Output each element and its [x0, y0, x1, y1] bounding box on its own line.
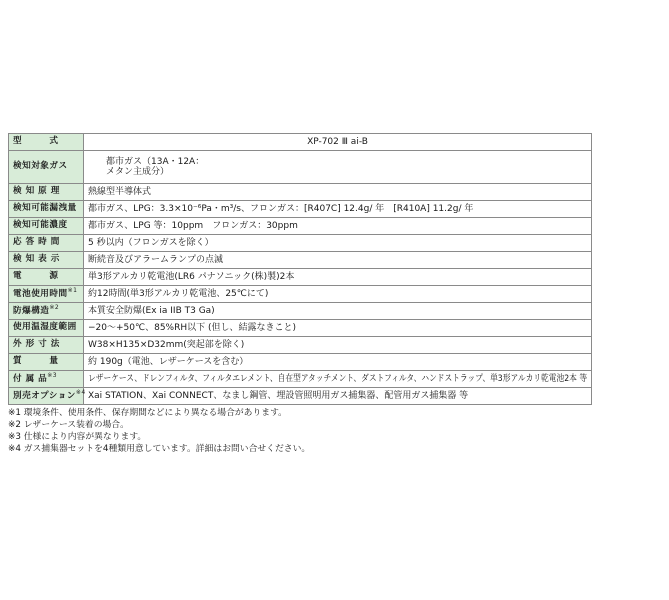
spec-label: 付 属 品$^{※3}$ — [9, 371, 84, 388]
spec-label: 検 知 表 示 — [9, 252, 84, 269]
footnote-ref: ※2 — [49, 304, 60, 312]
target-gas-text: 都市ガス（13A・12A： メタン主成分） — [106, 156, 205, 177]
spec-row-leak-rate — [9, 201, 592, 218]
spec-label: 検知可能漏洩量 — [9, 201, 84, 218]
spec-row-model — [9, 134, 592, 151]
spec-label: 防爆構造$^{※2}$ — [9, 303, 84, 320]
spec-row-power — [9, 269, 592, 286]
spec-row-concentration — [9, 218, 592, 235]
spec-value: 単3形アルカリ乾電池(LR6 パナソニック(株)製)2本 — [84, 269, 592, 286]
spec-value — [84, 371, 592, 388]
spec-label: 型 式 — [9, 134, 84, 151]
footnote-ref: ※4 — [75, 389, 86, 397]
spec-label: 応 答 時 間 — [9, 235, 84, 252]
footnote-ref: ※1 — [67, 287, 78, 295]
spec-row-dimensions — [9, 337, 592, 354]
spec-label: 使用温湿度範囲 — [9, 320, 84, 337]
footnote: ※4 ガス捕集器セットを4種類用意しています。詳細はお問い合せください。 — [8, 444, 311, 454]
spec-value: 都市ガス、LPG：3.3×10⁻⁶Pa・m³/s、フロンガス：[R407C] 12.4g/ 年 [R410A] 11.2g/ 年 — [84, 201, 592, 218]
footnote: ※1 環境条件、使用条件、保存期間などにより異なる場合があります。 — [8, 408, 287, 418]
footnote: ※2 レザーケース装着の場合。 — [8, 420, 129, 430]
spec-row-temp-humidity — [9, 320, 592, 337]
spec-sheet — [8, 133, 592, 455]
spec-value: 約 190g（電池、レザーケースを含む） — [84, 354, 592, 371]
spec-value: 約12時間(単3形アルカリ乾電池、25℃にて) — [84, 286, 592, 303]
spec-value: 都市ガス、LPG 等：10ppm フロンガス：30ppm — [84, 218, 592, 235]
spec-row-target-gas — [9, 151, 592, 184]
spec-value: 本質安全防爆(Ex ia IIB T3 Ga) — [84, 303, 592, 320]
spec-row-weight — [9, 354, 592, 371]
spec-value: 熱線型半導体式 — [84, 184, 592, 201]
spec-label: 検知対象ガス — [9, 151, 84, 184]
spec-value — [84, 151, 592, 184]
spec-row-explosion-proof — [9, 303, 592, 320]
spec-table — [8, 133, 592, 405]
spec-row-principle — [9, 184, 592, 201]
footnotes — [8, 407, 592, 455]
footnote: ※3 仕様により内容が異なります。 — [8, 432, 147, 442]
spec-row-indication — [9, 252, 592, 269]
spec-value: 5 秒以内（フロンガスを除く） — [84, 235, 592, 252]
spec-label: 外 形 寸 法 — [9, 337, 84, 354]
spec-label: 検知可能濃度 — [9, 218, 84, 235]
spec-row-battery-life — [9, 286, 592, 303]
spec-row-response-time — [9, 235, 592, 252]
spec-value: −20〜+50℃、85%RH以下 (但し、結露なきこと) — [84, 320, 592, 337]
spec-label: 電池使用時間$^{※1}$ — [9, 286, 84, 303]
spec-value: Xai STATION、Xai CONNECT、なまし鋼管、埋設管照明用ガス捕集器、配管用ガス捕集器 等 — [84, 388, 592, 405]
spec-value: XP-702 Ⅲ ai-B — [84, 134, 592, 151]
spec-label: 検 知 原 理 — [9, 184, 84, 201]
spec-row-options — [9, 388, 592, 405]
spec-row-accessories — [9, 371, 592, 388]
footnote-ref: ※3 — [47, 372, 58, 380]
spec-label: 質 量 — [9, 354, 84, 371]
spec-value: W38×H135×D32mm(突起部を除く) — [84, 337, 592, 354]
spec-label: 電 源 — [9, 269, 84, 286]
spec-value: 断続音及びアラームランプの点滅 — [84, 252, 592, 269]
accessories-text: レザーケース、ドレンフィルタ、フィルタエレメント、自在型アタッチメント、ダストフィルタ、ハンドストラップ、単3形アルカリ乾電池2本 等 — [88, 373, 588, 384]
spec-label: 別売オプション$^{※4}$ — [9, 388, 84, 405]
